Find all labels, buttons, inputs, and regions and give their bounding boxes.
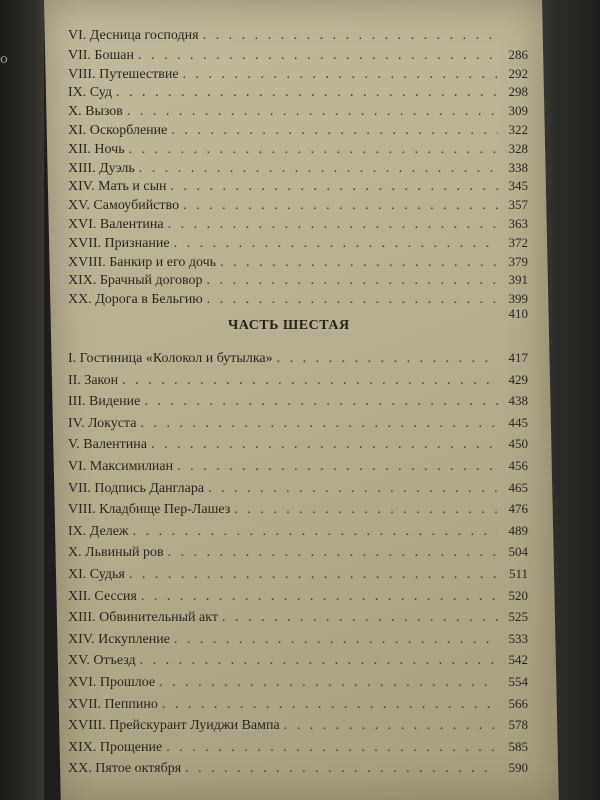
toc-entry: [68, 523, 528, 543]
page-number: 309: [508, 103, 528, 119]
page-number: 450: [508, 436, 528, 452]
page-number: 525: [508, 609, 528, 625]
page-number: 338: [508, 159, 528, 175]
page-number: 585: [508, 738, 528, 754]
dot-leader: [116, 85, 498, 101]
chapter-title: XV. Самоубийство: [68, 198, 180, 214]
page-number: 456: [508, 458, 528, 473]
dot-leader: [168, 545, 498, 561]
toc-entry: [68, 178, 528, 198]
dot-leader: [129, 567, 498, 583]
dot-leader: [129, 142, 498, 158]
dot-leader: [127, 104, 498, 120]
chapter-title: XVIII. Банкир и его дочь: [68, 254, 217, 270]
toc-entry: [68, 103, 528, 123]
page-number: 511: [508, 566, 528, 581]
toc-entry: [68, 216, 528, 236]
page-number: 345: [508, 178, 528, 194]
chapter-title: XII. Сессия: [68, 588, 137, 604]
chapter-title: XIX. Прощение: [68, 739, 163, 755]
toc-entry: [68, 84, 528, 104]
dot-leader: [203, 28, 498, 44]
page-number: 292: [508, 65, 528, 81]
dot-leader: [183, 67, 498, 83]
toc-entry: [68, 122, 528, 142]
page-number: 590: [508, 760, 528, 776]
page-number: 504: [508, 544, 528, 560]
chapter-title: VII. Бошан: [68, 47, 134, 63]
chapter-title: XIV. Искупление: [68, 631, 170, 647]
chapter-title: XVIII. Прейскурант Луиджи Вампа: [68, 718, 280, 734]
chapter-title: V. Валентина: [68, 437, 147, 453]
page-number: 445: [508, 414, 528, 430]
page-number: 328: [508, 140, 528, 156]
page-number: 372: [508, 234, 528, 250]
chapter-title: II. Закон: [68, 372, 119, 388]
page-number: 286: [508, 46, 528, 62]
dot-leader: [171, 123, 498, 139]
chapter-title: XX. Дорога в Бельгию: [68, 292, 203, 308]
dot-leader: [151, 437, 498, 453]
dot-leader: [174, 632, 498, 648]
dot-leader: [140, 653, 498, 669]
page-number: 379: [508, 253, 528, 269]
chapter-title: IV. Локуста: [68, 415, 137, 431]
toc-entry: [68, 652, 528, 672]
chapter-title: IX. Суд: [68, 85, 113, 101]
toc-entry: [68, 739, 528, 759]
dot-leader: [222, 610, 498, 626]
dot-leader: [159, 675, 498, 691]
chapter-title: X. Львиный ров: [68, 545, 164, 561]
page-number: 566: [508, 695, 528, 711]
dot-leader: [168, 217, 498, 233]
toc-entry: [68, 393, 528, 413]
toc-entry: [68, 66, 528, 86]
page-number: 357: [508, 197, 528, 213]
chapter-title: XIV. Мать и сын: [68, 179, 167, 195]
dot-leader: [277, 351, 498, 367]
dot-leader: [133, 524, 498, 540]
dot-leader: [174, 236, 498, 252]
toc-entry: [68, 254, 528, 274]
chapter-title: XVI. Валентина: [68, 217, 164, 232]
toc-entry: [68, 415, 528, 435]
page-number: 363: [508, 216, 528, 231]
toc-entry: [68, 717, 528, 737]
chapter-title: VI. Максимилиан: [68, 459, 174, 474]
toc-entry: [68, 235, 528, 255]
toc-entry: [68, 436, 528, 456]
page-number: 533: [508, 630, 528, 646]
dot-leader: [183, 198, 498, 214]
toc-entry: [68, 609, 528, 629]
dot-leader: [122, 373, 498, 389]
page-number: 578: [508, 717, 528, 733]
page-number: 520: [508, 587, 528, 603]
page-number: 554: [508, 674, 528, 689]
chapter-title: VII. Подпись Данглара: [68, 480, 205, 496]
dot-leader: [141, 589, 498, 605]
chapter-title: X. Вызов: [68, 104, 123, 120]
toc-entry: [68, 588, 528, 608]
page-number: 417: [508, 350, 528, 365]
chapter-title: XX. Пятое октября: [68, 761, 182, 777]
page-number: 438: [508, 393, 528, 409]
page-number: 542: [508, 652, 528, 668]
dot-leader: [138, 48, 498, 64]
page-number: 298: [508, 84, 528, 100]
toc-entry: [68, 197, 528, 217]
dot-leader: [208, 481, 498, 497]
toc-entry: [68, 141, 528, 161]
toc-entry: [68, 544, 528, 564]
toc-entry: [68, 674, 528, 694]
chapter-title: I. Гостиница «Колокол и бутылка»: [68, 351, 273, 366]
page-number: 476: [508, 501, 528, 517]
chapter-title: VIII. Кладбище Пер-Лашез: [68, 502, 231, 518]
toc-entry: [68, 760, 528, 780]
toc-entry: [68, 696, 528, 716]
dot-leader: [284, 718, 498, 734]
chapter-title: XVII. Пеппино: [68, 696, 158, 712]
page-number: 399: [508, 291, 528, 307]
toc-entry: [68, 631, 528, 651]
toc-entry: [68, 372, 528, 392]
part-six-heading: ЧАСТЬ ШЕСТАЯ: [228, 318, 350, 333]
chapter-title: XIII. Дуэль: [68, 160, 135, 176]
chapter-title: XVII. Признание: [68, 235, 170, 251]
chapter-title: IX. Дележ: [68, 523, 129, 539]
toc-entry: [68, 272, 528, 292]
dot-leader: [144, 394, 498, 410]
dot-leader: [139, 161, 498, 177]
chapter-title: VI. Десница господня: [68, 28, 199, 43]
chapter-title: VIII. Путешествие: [68, 66, 179, 82]
toc-entry: [68, 47, 528, 67]
toc-entry: [68, 160, 528, 180]
page-number: 322: [508, 122, 528, 137]
toc-entry: [68, 480, 528, 500]
toc-entry: [68, 28, 528, 48]
page-number: 429: [508, 371, 528, 387]
dot-leader: [220, 255, 498, 271]
dot-leader: [177, 459, 498, 475]
dot-leader: [166, 740, 498, 756]
toc-entry: [68, 458, 528, 478]
toc-entry: [68, 350, 528, 370]
chapter-title: III. Видение: [68, 394, 141, 410]
toc-entry: [68, 501, 528, 521]
page-number: 465: [508, 479, 528, 495]
dot-leader: [185, 761, 498, 777]
chapter-title: XI. Оскорбление: [68, 123, 168, 138]
page-number: 489: [508, 522, 528, 538]
chapter-title: XVI. Прошлое: [68, 675, 156, 690]
chapter-title: XIII. Обвинительный акт: [68, 610, 218, 626]
dot-leader: [171, 179, 499, 195]
table-of-contents: [68, 0, 528, 800]
dot-leader: [207, 273, 498, 289]
dot-leader: [140, 416, 498, 432]
left-page-edge: [0, 0, 44, 800]
left-margin-mark: o: [0, 52, 8, 67]
dot-leader: [162, 697, 498, 713]
chapter-title: XII. Ночь: [68, 141, 125, 157]
page-number: 410: [508, 306, 528, 321]
dot-leader: [234, 502, 498, 518]
chapter-title: XV. Отъезд: [68, 653, 136, 669]
chapter-title: XI. Судья: [68, 567, 125, 582]
page-number: 391: [508, 272, 528, 288]
chapter-title: XIX. Брачный договор: [68, 273, 203, 289]
toc-entry: [68, 566, 528, 586]
